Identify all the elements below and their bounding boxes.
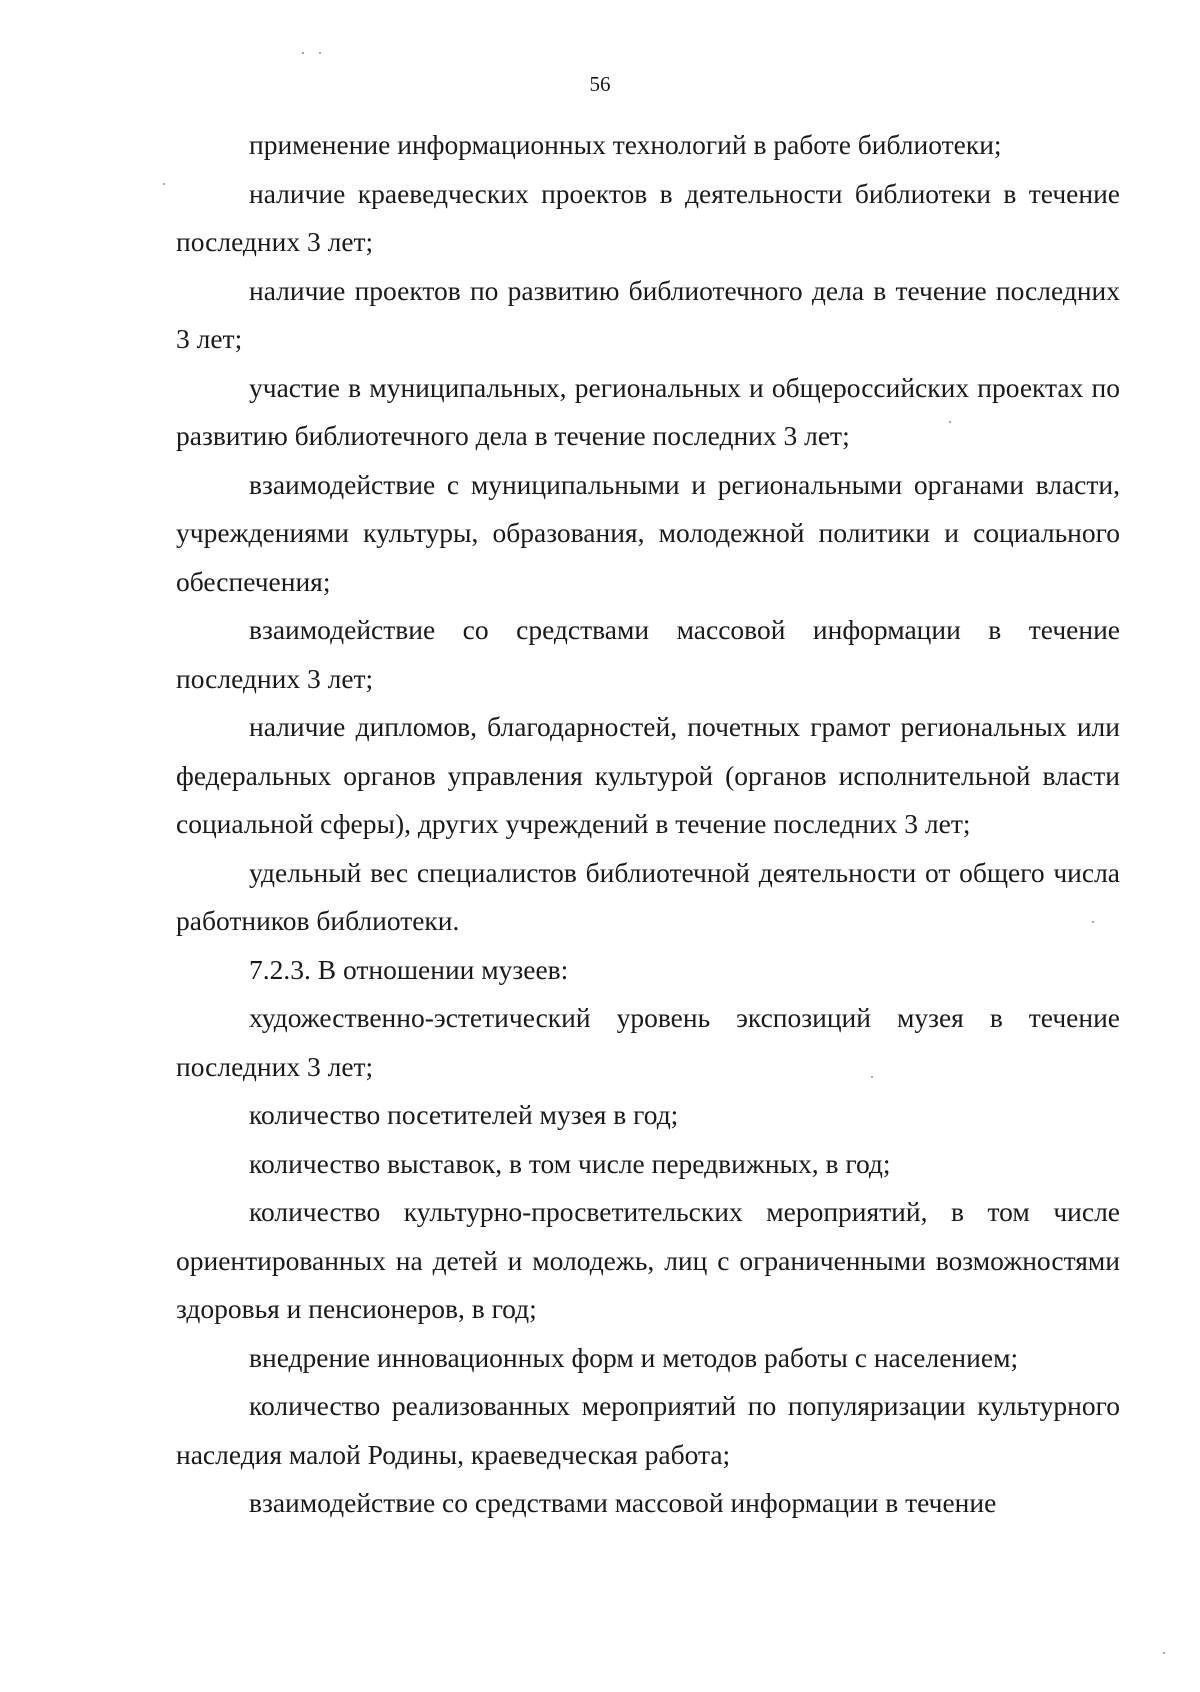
scan-speck — [1092, 921, 1094, 923]
paragraph: наличие проектов по развитию библиотечного дела в течение последних 3 лет; — [176, 274, 1120, 354]
paragraph: количество реализованных мероприятий по популяризации культурного наследия малой Родины, краеведческая работа; — [176, 1390, 1120, 1470]
scan-speck — [302, 52, 304, 54]
paragraph: взаимодействие с муниципальными и региональными органами власти, учреждениями культуры, образования, молодежной политики и социального обеспечения; — [176, 468, 1120, 597]
paragraph: наличие краеведческих проектов в деятельности библиотеки в течение последних 3 лет; — [176, 177, 1120, 257]
paragraph: количество культурно-просветительских мероприятий, в том числе ориентированных на детей и молодежь, лиц с ограниченными возможностями здоровья и пенсионеров, в год; — [176, 1196, 1120, 1324]
paragraph: количество выставок, в том числе передвижных, в год; — [249, 1147, 891, 1179]
scan-speck — [163, 183, 165, 185]
paragraph: удельный вес специалистов библиотечной деятельности от общего числа работников библиотеки. — [176, 856, 1120, 936]
scan-speck — [871, 1076, 873, 1078]
scan-speck — [319, 52, 321, 54]
paragraph: художественно-эстетический уровень экспозиций музея в течение последних 3 лет; — [176, 1002, 1120, 1082]
section-heading: 7.2.3. В отношении музеев: — [249, 953, 569, 985]
paragraph: наличие дипломов, благодарностей, почетных грамот региональных или федеральных органов управления культурой (органов исполнительной власти социальной сферы), других учреждений в течение последних 3 лет; — [176, 711, 1120, 839]
paragraph: взаимодействие со средствами массовой информации в течение — [249, 1487, 997, 1518]
scan-speck — [949, 421, 951, 423]
paragraph: количество посетителей музея в год; — [249, 1099, 679, 1130]
paragraph: участие в муниципальных, региональных и общероссийских проектах по развитию библиотечного дела в течение последних 3 лет; — [176, 371, 1120, 451]
paragraph: взаимодействие со средствами массовой информации в течение последних 3 лет; — [176, 614, 1120, 694]
paragraph: внедрение инновационных форм и методов работы с населением; — [249, 1341, 1019, 1373]
paragraph: применение информационных технологий в работе библиотеки; — [249, 129, 1002, 160]
scan-speck — [1163, 1652, 1165, 1654]
page-number: 56 — [589, 72, 611, 96]
document-body — [176, 121, 1120, 1528]
